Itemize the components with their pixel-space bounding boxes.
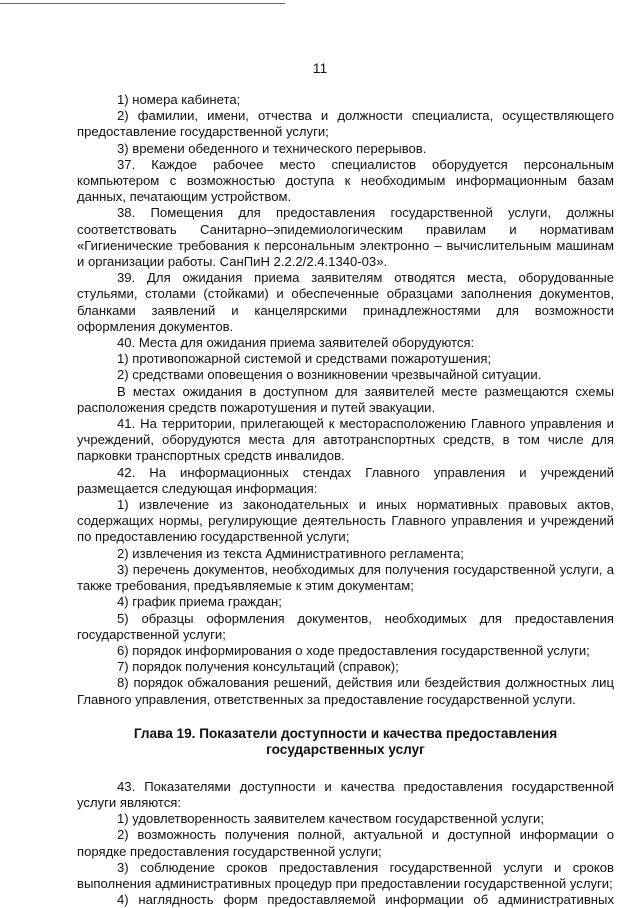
- chapter-heading: Глава 19. Показатели доступности и качества предоставления государственных услуг: [133, 725, 558, 758]
- paragraph: 41. На территории, прилегающей к месторасположению Главного управления и учреждений, оборудуются места для автотранспортных средств, в том числе для парковки транспортных средств инвалидов.: [77, 416, 614, 464]
- paragraph: 4) график приема граждан;: [117, 594, 282, 610]
- paragraph: 2) фамилии, имени, отчества и должности специалиста, осуществляющего предоставление государственной услуги;: [77, 108, 614, 140]
- paragraph: 3) времени обеденного и технического перерывов.: [117, 140, 427, 156]
- document-body: [77, 92, 614, 908]
- paragraph: 7) порядок получения консультаций (справок);: [117, 659, 399, 675]
- paragraph: 5) образцы оформления документов, необходимых для предоставления государственной услуги;: [77, 610, 614, 642]
- section-after-heading: [77, 779, 614, 908]
- paragraph: 1) извлечение из законодательных и иных нормативных правовых актов, содержащих нормы, регулирующие деятельность Главного управления и учреждений по предоставлению государственной услуги;: [77, 497, 614, 545]
- top-rule: [0, 3, 285, 4]
- paragraph: 8) порядок обжалования решений, действия или бездействия должностных лиц Главного управления, ответственных за предоставление государственной услуги.: [77, 675, 614, 707]
- paragraph: 2) возможность получения полной, актуальной и доступной информации о порядке предоставления государственной услуги;: [77, 827, 614, 859]
- paragraph: 37. Каждое рабочее место специалистов оборудуется персональным компьютером с возможностью доступа к необходимым информационным базам данных, печатающим устройством.: [77, 156, 614, 205]
- paragraph: 6) порядок информирования о ходе предоставления государственной услуги;: [117, 642, 590, 658]
- paragraph: 3) перечень документов, необходимых для получения государственной услуги, а также требования, предъявляемые к этим документам;: [77, 561, 614, 594]
- section-before-heading: [77, 92, 614, 708]
- paragraph: 1) противопожарной системой и средствами пожаротушения;: [117, 351, 492, 367]
- page-number: 11: [312, 60, 328, 76]
- paragraph: 3) соблюдение сроков предоставления государственной услуги и сроков выполнения административных процедур при предоставлении государственной услуги;: [77, 859, 614, 891]
- paragraph: 40. Места для ожидания приема заявителей оборудуются:: [117, 335, 475, 351]
- paragraph: 39. Для ожидания приема заявителям отводятся места, оборудованные стульями, столами (стойками) и обеспеченные образцами заполнения документов, бланками заявлений и канцелярскими принадлежностями для возможности оформления документов.: [77, 270, 614, 334]
- paragraph: 42. На информационных стендах Главного управления и учреждений размещается следующая информация:: [77, 464, 614, 496]
- paragraph: В местах ожидания в доступном для заявителей месте размещаются схемы расположения средств пожаротушения и путей эвакуации.: [77, 383, 614, 415]
- paragraph: 38. Помещения для предоставления государственной услуги, должны соответствовать Санитарно–эпидемиологическим правилам и нормативам «Гигиенические требования к персональным электронно – вычислительным машинам и организации работы. СанПиН 2.2.2/2.4.1340-03».: [77, 205, 614, 270]
- paragraph: 2) извлечения из текста Административного регламента;: [117, 545, 464, 561]
- paragraph: 43. Показателями доступности и качества предоставления государственной услуги являются:: [77, 778, 614, 810]
- paragraph: 1) удовлетворенность заявителем качеством государственной услуги;: [117, 811, 544, 827]
- paragraph: 4) наглядность форм предоставляемой информации об административных: [117, 892, 614, 908]
- paragraph: 2) средствами оповещения о возникновении чрезвычайной ситуации.: [117, 367, 542, 383]
- paragraph: 1) номера кабинета;: [117, 92, 241, 107]
